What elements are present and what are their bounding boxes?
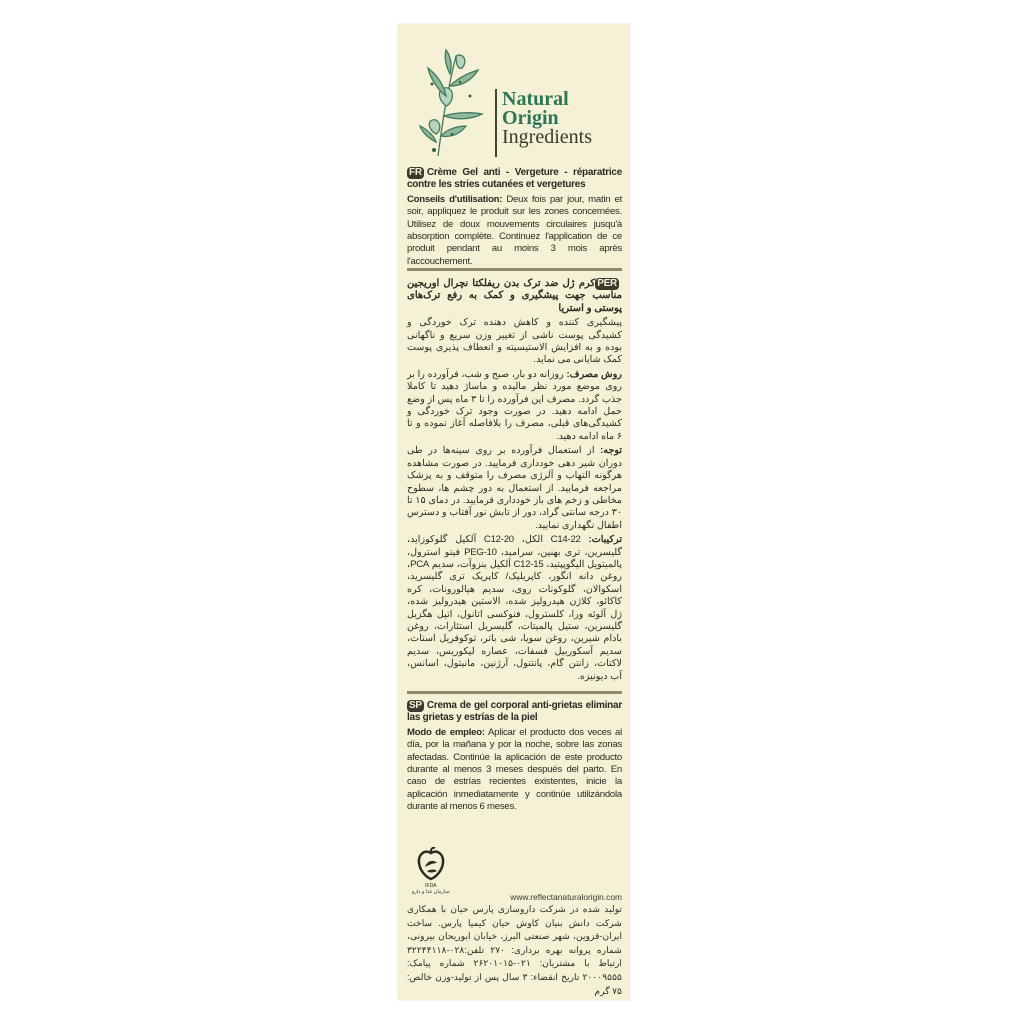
manufacturer-info: تولید شده در شرکت داروسازی پارس حیان با همکاری شرکت دانش بنیان کاوش حیان کیمیا پارس. ساخت ایران-قزوین، شهر صنعتی البرز، خیابان ابوریحان بیرونی، شماره پروانه بهره برداری: ۲۷۰ تلفن:۰۲۸-۳۲۲۴۴۱۱۸ ارتباط با مشتریان: ۰۲۱-۲۶۲۰۱۰۱۵ شماره پیامک: ۲۰۰۰۹۵۵۵ تاریخ انقضاء: ۳ سال پس از تولید-وزن خالص: ۷۵ گرم xyxy=(407,904,622,996)
website-url: www.reflectanaturalorigin.com xyxy=(510,892,622,902)
section-divider xyxy=(407,691,622,694)
section-divider xyxy=(407,268,622,271)
sp-usage-text: Aplicar el producto dos veces al día, por la mañana y por la noche, sobre las zonas afectadas. Continúe la aplicación de este producto durante al menos 3 meses después del parto. En caso de estrías recientes existentes, inicie la aplicación inmediatamente y continúe utilizándola durante al menos 6 meses. xyxy=(407,726,622,813)
language-badge-per: PER xyxy=(597,278,617,289)
sp-title: Crema de gel corporal anti-grietas eliminar las grietas y estrías de la piel xyxy=(407,700,622,724)
per-intro: پیشگیری کننده و کاهش دهنده ترک خوردگی و کشیدگی پوست ناشی از تغییر وزن سریع و ناگهانی بوده و به افزایش الاستیسیته و انعطاف پذیری پوست کمک شایانی می نماید. xyxy=(407,317,622,366)
sp-usage-label: Modo de empleo: xyxy=(407,726,485,738)
product-box-panel xyxy=(398,24,630,1000)
fr-usage-text: Deux fois par jour, matin et soir, appliquez le produit sur les zones concernées. Utilisez de doux mouvements circulaires jusqu'à absorption complète. Continuez l'application de ce produit pendant au moins 3 mois après l'accouchement. xyxy=(407,193,622,267)
per-ingredients-label: ترکیبات: xyxy=(588,534,622,546)
section-persian xyxy=(407,278,622,685)
language-badge-fr: FR xyxy=(409,167,422,178)
logo-divider xyxy=(495,89,497,157)
ifda-logo xyxy=(412,847,450,895)
language-badge-sp: SP xyxy=(409,700,422,711)
per-usage-label: روش مصرف: xyxy=(566,368,622,380)
per-caution-text: از استعمال فرآورده بر روی سینه‌ها در طی دوران شیر دهی خودداری فرمایید. در صورت مشاهده هرگونه التهاب و آلرژی مصرف را متوقف و به پزشک مراجعه فرمایید. از استعمال به دور چشم ها، سطوح مخاطی و زخم های باز خودداری فرمایید. در دمای ۱۵ تا ۳۰ درجه سانتی گراد، دور از تابش نور آفتاب و دسترس اطفال نگهداری نمایید. xyxy=(407,445,622,531)
ifda-label: IFDA xyxy=(425,883,437,889)
fr-title: Crème Gel anti - Vergeture - réparatrice contre les stries cutanées et vergetures xyxy=(407,167,622,191)
section-french xyxy=(407,167,622,270)
section-spanish xyxy=(407,700,622,816)
fr-usage-label: Conseils d'utilisation: xyxy=(407,193,503,205)
brand-wordmark: Natural Origin Ingredients xyxy=(502,88,592,148)
per-ingredients-text: C14-22 الکل، C12-20 آلکیل گلوکوزاید، گلیسرین، تری بهنین، سرامید، PEG-10 فیتو استرول، پالمیتویل الیگوپپتید، C12-15 آلکیل بنزوآت، سدیم PCA، روغن دانه انگور، کاپریلیک/ کاپریک تری گلیسرید، اسکوالان، گلوکونات روی، سدیم هیالورونات، کره کاکائو، کلاژن هیدرولیز شده، الاستین هیدرولیز شده، ژل آلوئه ورا، کلسترول، فنوکسی اتانول، اتیل هگزیل گلیسرین، ستیل پالمیتات، گلیسریل استئارات، روغن بادام شیرین، روغن سویا، شی باتر، توکوفریل استات، سدیم آسکوربیل فسفات، عصاره لیکوریس، سدیم لاکتات، زانتن گام، پانتنول، آرژنین، مانیتول، اسانس، آب دیونیزه. xyxy=(407,534,622,682)
brand-logo xyxy=(398,24,630,164)
per-caution-label: توجه: xyxy=(600,445,623,457)
ifda-emblem-icon xyxy=(416,847,446,881)
per-title: کرم ژل ضد ترک بدن ریفلکتا نچرال اوریجین مناسب جهت پیشگیری و کمک به رفع ترک‌های پوستی و استریا xyxy=(407,278,622,314)
per-usage-text: روزانه دو بار، صبح و شب، فرآورده را بر روی موضع مورد نظر مالیده و ماساژ دهید تا کاملا جذب گردد. مصرف این فرآورده را تا ۳ ماه پس از وضع حمل ادامه دهید. در صورت وجود ترک خوردگی و کشیدگی‌های قبلی، مصرف را بلافاصله آغاز نموده و تا ۶ ماه ادامه دهید. xyxy=(407,368,622,442)
botanical-leaf-icon xyxy=(416,46,494,158)
ifda-sub: سازمان غذا و دارو xyxy=(412,889,450,895)
